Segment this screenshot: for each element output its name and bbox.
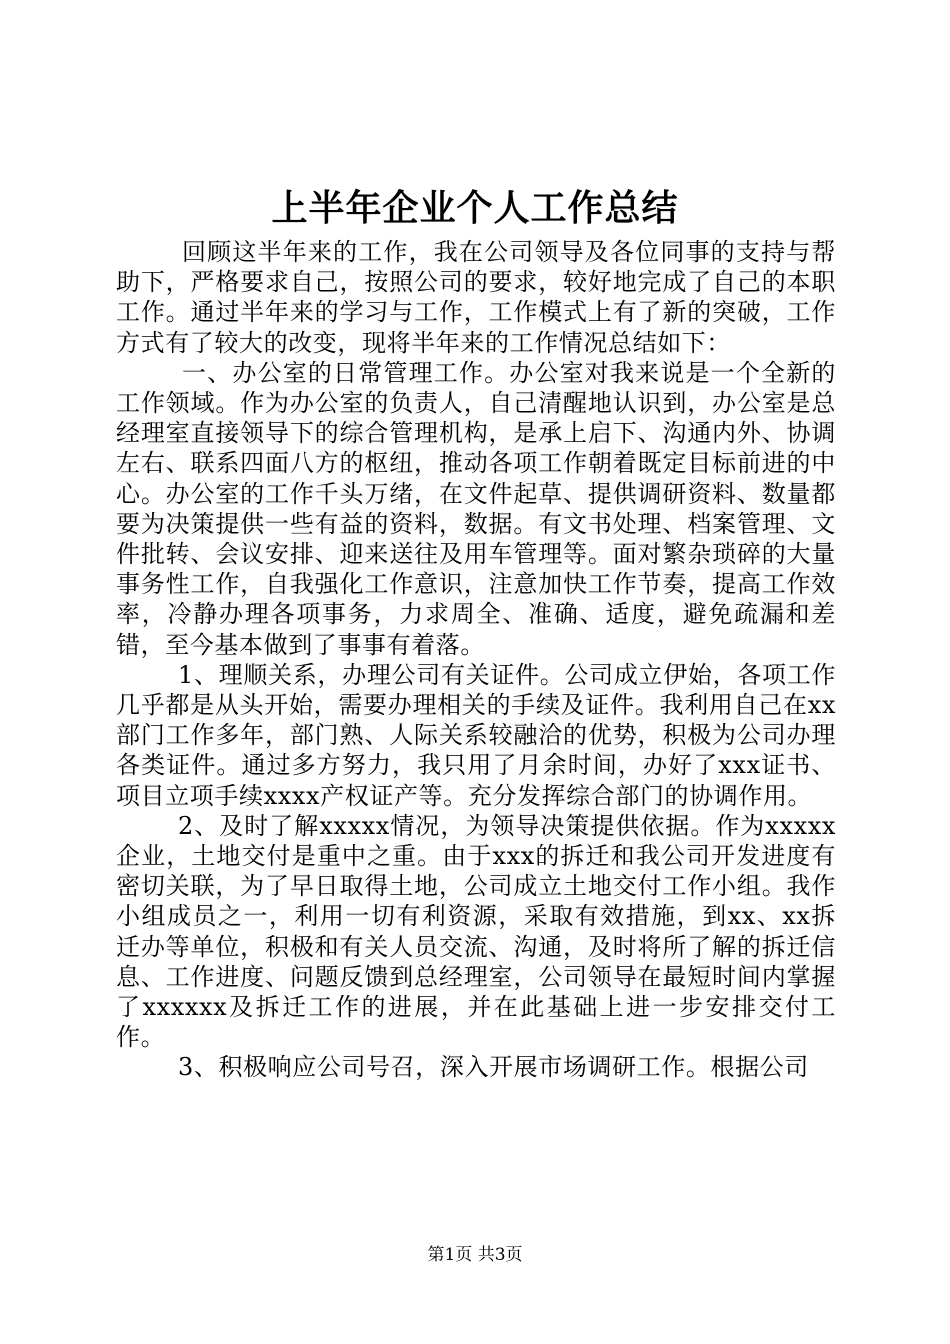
document-title: 上半年企业个人工作总结 — [271, 187, 679, 229]
paragraph-item-one: 1、理顺关系，办理公司有关证件。公司成立伊始，各项工作几乎都是从头开始，需要办理相关的手续及证件。我利用自己在xx部门工作多年，部门熟、人际关系较融洽的优势，积极为公司办理各类证件。通过多方努力，我只用了月余时间，办好了xxx证书、项目立项手续xxxx产权证产等。充分发挥综合部门的协调作用。 — [116, 660, 836, 810]
paragraph-section-one: 一、办公室的日常管理工作。办公室对我来说是一个全新的工作领域。作为办公室的负责人，自己清醒地认识到，办公室是总经理室直接领导下的综合管理机构，是承上启下、沟通内外、协调左右、联系四面八方的枢纽，推动各项工作朝着既定目标前进的中心。办公室的工作千头万绪，在文件起草、提供调研资料、数量都要为决策提供一些有益的资料，数据。有文书处理、档案管理、文件批转、会议安排、迎来送往及用车管理等。面对繁杂琐碎的大量事务性工作，自我强化工作意识，注意加快工作节奏，提高工作效率，冷静办理各项事务，力求周全、准确、适度，避免疏漏和差错，至今基本做到了事事有着落。 — [116, 358, 836, 659]
page-footer: 第1页 共3页 — [427, 1245, 523, 1265]
paragraph-intro: 回顾这半年来的工作，我在公司领导及各位同事的支持与帮助下，严格要求自己，按照公司的要求，较好地完成了自己的本职工作。通过半年来的学习与工作，工作模式上有了新的突破，工作方式有了较大的改变，现将半年来的工作情况总结如下： — [116, 238, 836, 357]
paragraph-item-two: 2、及时了解xxxxx情况，为领导决策提供依据。作为xxxxx企业，土地交付是重中之重。由于xxx的拆迁和我公司开发进度有密切关联，为了早日取得土地，公司成立土地交付工作小组。我作小组成员之一，利用一切有利资源，采取有效措施，到xx、xx拆迁办等单位，积极和有关人员交流、沟通，及时将所了解的拆迁信息、工作进度、问题反馈到总经理室，公司领导在最短时间内掌握了xxxxxx及拆迁工作的进展，并在此基础上进一步安排交付工作。 — [116, 811, 836, 1052]
paragraph-item-three: 3、积极响应公司号召，深入开展市场调研工作。根据公司 — [178, 1053, 809, 1082]
document-body — [116, 237, 836, 1083]
